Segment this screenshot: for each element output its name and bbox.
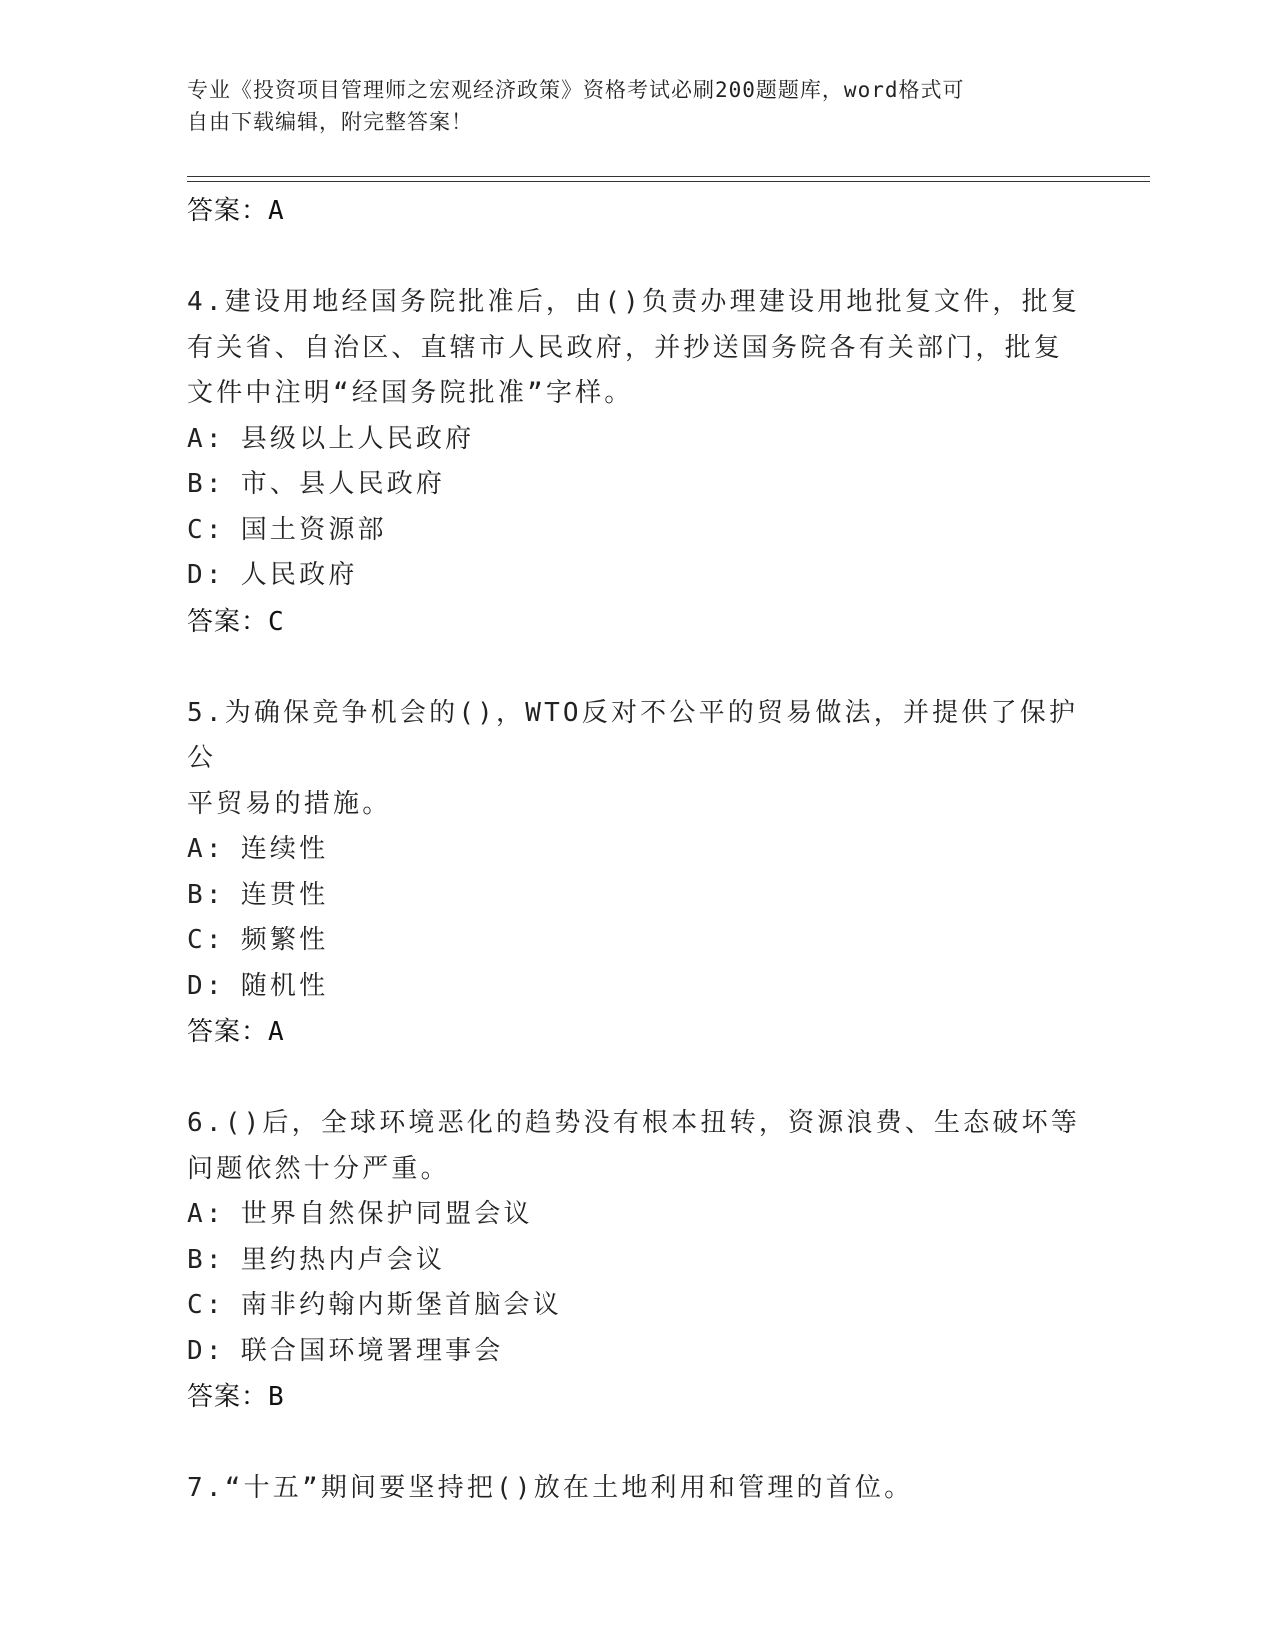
question-stem xyxy=(187,1466,1087,1512)
answer-q3 xyxy=(187,188,1087,234)
answer-q5 xyxy=(187,1009,1087,1055)
answer-value: A xyxy=(268,196,285,226)
option-d: D: 联合国环境署理事会 xyxy=(187,1335,504,1366)
option-b: B: 里约热内卢会议 xyxy=(187,1244,446,1275)
question-6 xyxy=(187,1101,1087,1420)
stem-line: 7.“十五”期间要坚持把()放在土地利用和管理的首位。 xyxy=(187,1473,914,1503)
question-5 xyxy=(187,691,1087,1056)
question-stem xyxy=(187,1101,1087,1192)
question-number: 4. xyxy=(187,287,225,317)
stem-line: 6.()后，全球环境恶化的趋势没有根本扭转，资源浪费、生态破坏等 xyxy=(187,1108,1081,1138)
document-header xyxy=(187,74,1067,138)
option-a: A: 连续性 xyxy=(187,834,329,864)
answer-label: 答案： xyxy=(187,196,269,226)
question-7 xyxy=(187,1466,1087,1512)
stem-line: 平贸易的措施。 xyxy=(187,788,392,819)
answer-value: A xyxy=(268,1017,285,1047)
option-a: A: 县级以上人民政府 xyxy=(187,423,475,454)
answer-value: B xyxy=(268,1382,285,1412)
stem-line: 5.为确保竞争机会的()，WTO反对不公平的贸易做法，并提供了保护公 xyxy=(187,697,1079,773)
stem-line: 4.建设用地经国务院批准后，由()负责办理建设用地批复文件，批复 xyxy=(187,287,1081,317)
question-4 xyxy=(187,280,1087,645)
question-stem xyxy=(187,280,1087,417)
header-line-2: 自由下载编辑，附完整答案！ xyxy=(187,110,473,134)
header-divider-bottom xyxy=(187,181,1150,182)
answer-q4 xyxy=(187,599,1087,645)
question-list xyxy=(187,188,1087,1512)
answer-q6 xyxy=(187,1374,1087,1420)
option-c: C: 南非约翰内斯堡首脑会议 xyxy=(187,1290,562,1320)
option-c: C: 频繁性 xyxy=(187,925,329,955)
question-number: 5. xyxy=(187,697,225,728)
option-c: C: 国土资源部 xyxy=(187,514,387,545)
question-number: 6. xyxy=(187,1108,225,1138)
header-divider-top xyxy=(187,176,1150,177)
option-b: B: 连贯性 xyxy=(187,879,329,910)
option-d: D: 人民政府 xyxy=(187,560,358,590)
answer-label: 答案： xyxy=(187,606,269,637)
option-d: D: 随机性 xyxy=(187,970,329,1001)
question-stem xyxy=(187,691,1087,828)
question-number: 7. xyxy=(187,1473,225,1503)
answer-label: 答案： xyxy=(187,1017,269,1047)
stem-line: 有关省、自治区、直辖市人民政府，并抄送国务院各有关部门，批复 xyxy=(187,332,1064,363)
header-line-1: 专业《投资项目管理师之宏观经济政策》资格考试必刷200题题库，word格式可 xyxy=(187,78,965,102)
answer-value: C xyxy=(268,606,285,637)
stem-line: 文件中注明“经国务院批准”字样。 xyxy=(187,378,634,408)
answer-label: 答案： xyxy=(187,1382,269,1412)
option-b: B: 市、县人民政府 xyxy=(187,469,446,499)
option-a: A: 世界自然保护同盟会议 xyxy=(187,1199,533,1229)
stem-line: 问题依然十分严重。 xyxy=(187,1153,450,1184)
